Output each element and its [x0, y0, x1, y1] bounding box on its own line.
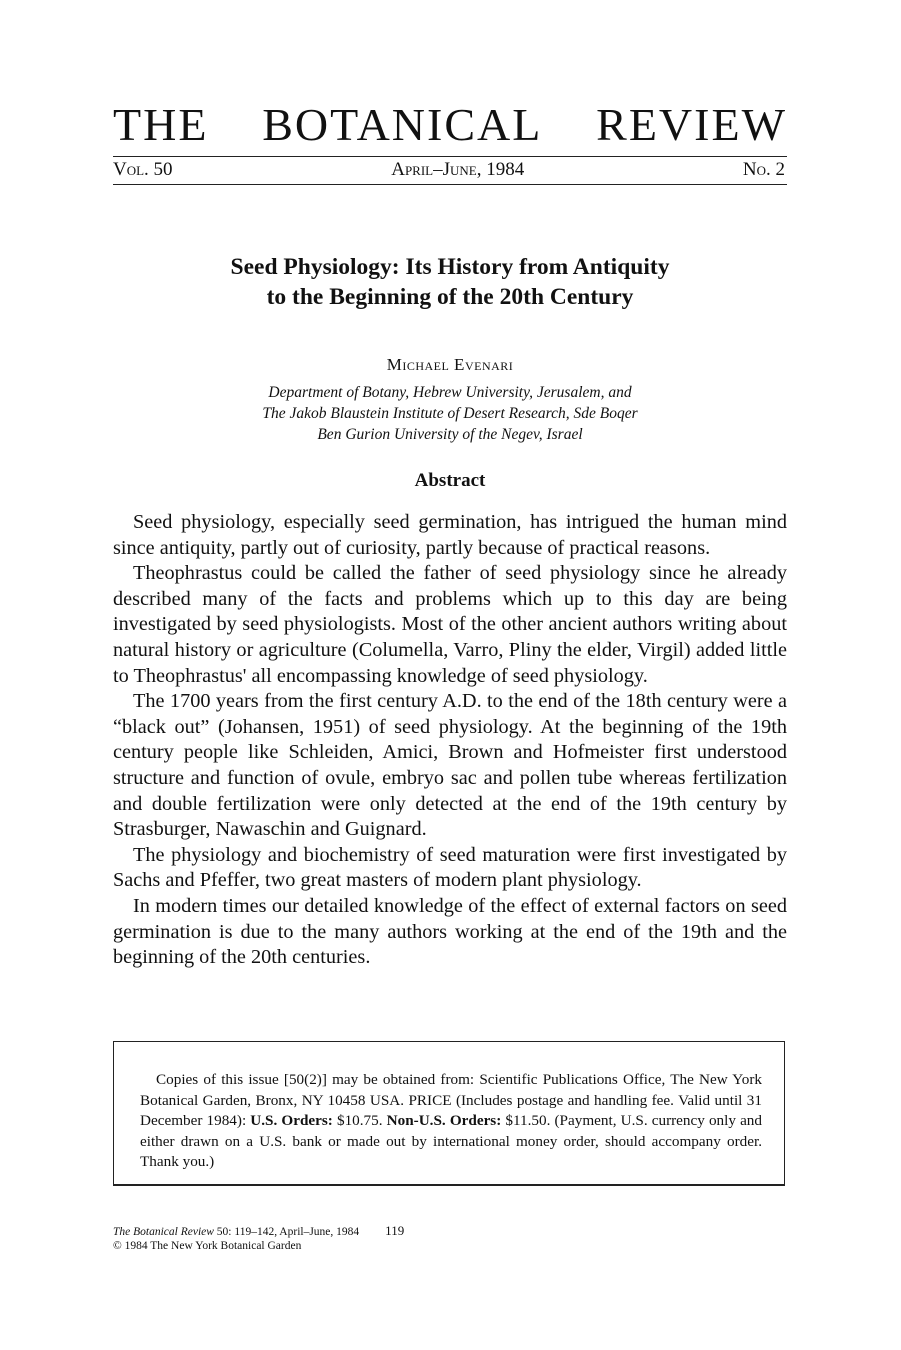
- abstract-body: [113, 510, 787, 971]
- footer-citation: [113, 1224, 404, 1239]
- author-name: Michael Evenari: [386, 355, 514, 374]
- masthead-word: BOTANICAL: [262, 99, 543, 150]
- affiliation-line: Department of Botany, Hebrew University, Jerusalem, and: [268, 384, 632, 401]
- masthead-rule-bottom: [113, 184, 787, 185]
- ordering-notice-box: [113, 1041, 785, 1186]
- page-footer: [113, 1224, 404, 1253]
- abstract-paragraph: Seed physiology, especially seed germination, has intrigued the human mind since antiquity, partly out of curiosity, partly because of practical reasons.: [113, 511, 787, 559]
- journal-masthead: [113, 98, 787, 152]
- issue-number: No. 2: [742, 159, 785, 180]
- abstract-paragraph: The 1700 years from the first century A.D. to the end of the 18th century were a “black out” (Johansen, 1951) of seed physiology. At the beginning of the 19th century people like Schleiden, Amici, Brown and Hofmeister first understood structure and function of ovule, embryo sac and pollen tube whereas fertilization and double fertilization were only detected at the end of the 19th century by Strasburger, Nawaschin and Guignard.: [113, 690, 787, 841]
- us-orders-label: U.S. Orders:: [250, 1112, 333, 1129]
- abstract-heading: Abstract: [414, 470, 486, 491]
- abstract-paragraph: The physiology and biochemistry of seed maturation were first investigated by Sachs and Pfeffer, two great masters of modern plant physiology.: [113, 843, 787, 892]
- us-orders-price: $10.75.: [332, 1112, 387, 1129]
- masthead-rule-top: [113, 156, 787, 157]
- page-number: 119: [385, 1223, 405, 1238]
- masthead-word: REVIEW: [596, 99, 787, 150]
- article-title-line: Seed Physiology: Its History from Antiquity: [230, 254, 670, 280]
- footer-copyright: © 1984 The New York Botanical Garden: [113, 1240, 302, 1252]
- author-affiliation: [113, 382, 787, 445]
- abstract-paragraph: In modern times our detailed knowledge of the effect of external factors on seed germination is due to the many authors working at the end of the 19th and the beginning of the 20th centuries.: [113, 894, 787, 969]
- masthead-word: THE: [113, 99, 209, 150]
- affiliation-line: Ben Gurion University of the Negev, Israel: [317, 426, 583, 443]
- citation-journal: The Botanical Review: [113, 1226, 214, 1238]
- volume-label: Vol. 50: [113, 159, 173, 180]
- ordering-notice-text: [140, 1070, 762, 1173]
- citation-details: 50: 119–142, April–June, 1984: [213, 1226, 360, 1238]
- notice-text: Copies of this issue [50(2)] may be obtained from: Scientific Publications Office, The New York Botanical Garden, Bronx, NY 10458 USA. PRICE (Includes postage and handling fee. Valid until 31 December 1984):: [140, 1071, 762, 1129]
- article-title: [113, 252, 787, 312]
- abstract-paragraph: Theophrastus could be called the father of seed physiology since he already described many of the facts and problems which up to this day are being investigated by seed physiologists. Most of the other ancient authors writing about natural history or agriculture (Columella, Varro, Pliny the elder, Virgil) added little to Theophrastus' all encompassing knowledge of seed physiology.: [113, 562, 787, 687]
- issue-date: April–June, 1984: [391, 159, 525, 180]
- issue-line: [113, 158, 785, 182]
- notice-text: $11.50. (Payment, U.S. currency only and either drawn on a U.S. bank or made out by international money order, should accompany order. Thank you.): [140, 1112, 762, 1170]
- non-us-orders-label: Non-U.S. Orders:: [386, 1112, 502, 1129]
- affiliation-line: The Jakob Blaustein Institute of Desert Research, Sde Boqer: [262, 405, 638, 422]
- article-title-line: to the Beginning of the 20th Century: [266, 284, 634, 310]
